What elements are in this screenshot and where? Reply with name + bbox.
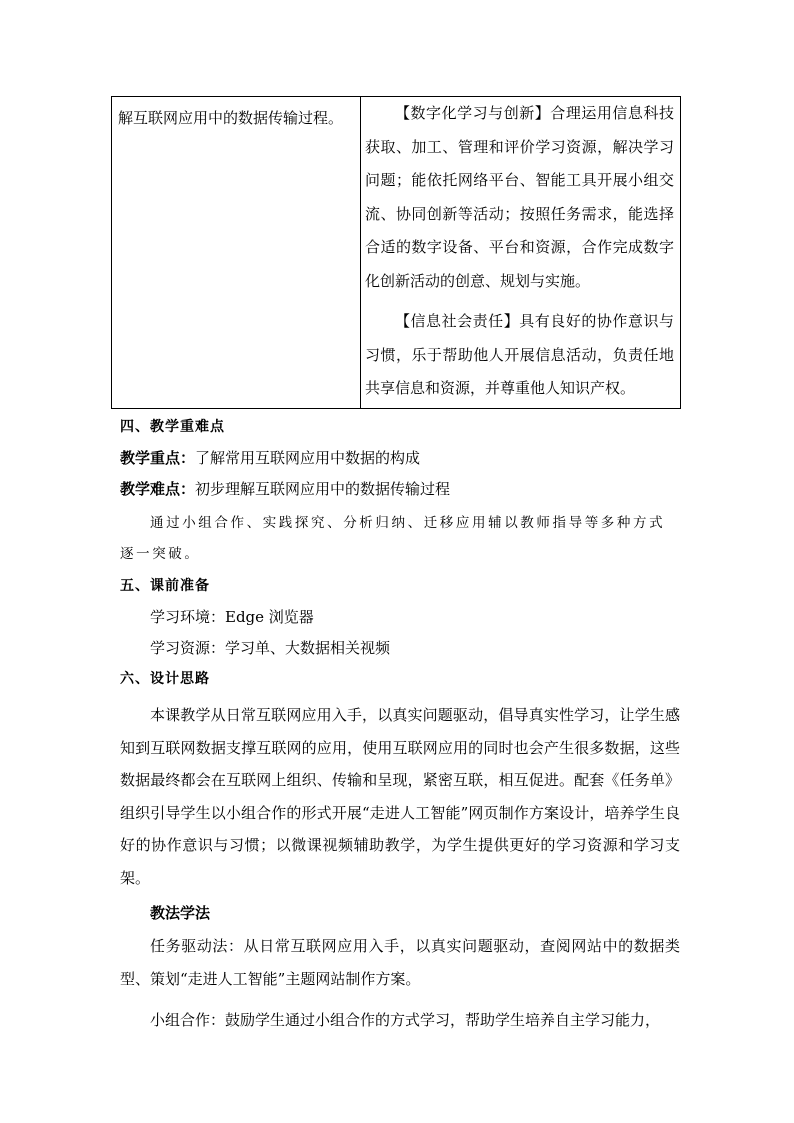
table-left-cell [112,97,361,408]
design-paragraph: 本课教学从日常互联网应用入手，以真实问题驱动，倡导真实性学习，让学生感知到互联网数据支撑互联网的应用，使用互联网应用的同时也会产生很多数据，这些数据最终都会在互联网上组织、传输和呈现，紧密互联，相互促进。配套《任务单》组织引导学生以小组合作的形式开展“走进人工智能”网页制作方案设计，培养学生良好的协作意识与习惯；以微课视频辅助教学，为学生提供更好的学习资源和学习支架。 [120,706,680,887]
key-points-label: 教学重点： [120,449,196,467]
objectives-table [111,96,681,409]
key-points-line [120,443,680,474]
learning-environment: 学习环境：Edge 浏览器 [150,608,314,626]
key-points-text: 了解常用互联网应用中数据的构成 [195,449,421,467]
left-cell-text: 解互联网应用中的数据传输过程。 [118,109,344,127]
group-cooperation-method: 小组合作：鼓励学生通过小组合作的方式学习，帮助学生培养自主学习能力， [150,1011,661,1029]
difficult-points-label: 教学难点： [120,480,196,498]
learning-resources: 学习资源：学习单、大数据相关视频 [150,639,391,657]
document-body [120,412,680,1037]
difficult-points-text: 初步理解互联网应用中的数据传输过程 [195,480,451,498]
section4-heading: 四、教学重难点 [120,419,225,435]
table-right-cell [361,97,680,408]
approach-note: 通过小组合作、实践探究、分析归纳、迁移应用辅以教师指导等多种方式逐一突破。 [120,515,666,562]
difficult-points-line [120,474,680,505]
section5-heading: 五、课前准备 [120,578,210,594]
digital-learning-paragraph: 【数字化学习与创新】合理运用信息科技获取、加工、管理和评价学习资源，解决学习问题；能依托网络平台、智能工具开展小组交流、协同创新等活动；按照任务需求，能选择合适的数字设备、平台和资源，合作完成数字化创新活动的创意、规划与实施。 [365,104,674,290]
methods-title: 教法学法 [150,904,211,922]
task-driven-method: 任务驱动法：从日常互联网应用入手，以真实问题驱动，查阅网站中的数据类型、策划“走进人工智能”主题网站制作方案。 [120,937,680,988]
section6-heading: 六、设计思路 [120,671,210,687]
social-responsibility-paragraph: 【信息社会责任】具有良好的协作意识与习惯，乐于帮助他人开展信息活动，负责任地共享信息和资源，并尊重他人知识产权。 [365,312,674,397]
